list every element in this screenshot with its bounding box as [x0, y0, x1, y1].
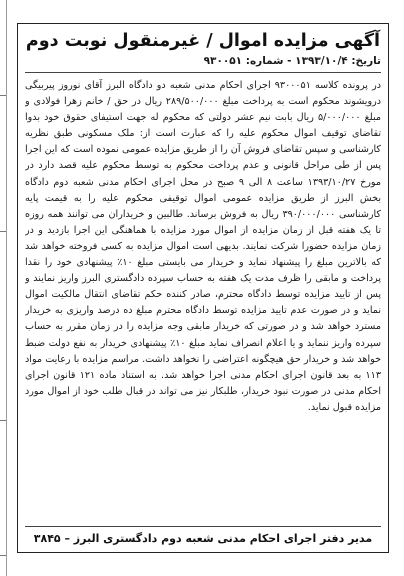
edge-tick	[0, 95, 6, 96]
edge-tick	[0, 231, 6, 232]
notice-signature: مدیر دفتر اجرای احکام مدنی شعبه دوم دادگستری البرز – ۳۸۴۵	[25, 526, 381, 547]
page-edge-rule	[0, 0, 7, 576]
edge-tick	[0, 555, 6, 556]
edge-tick	[0, 420, 6, 421]
notice-date-number: تاریخ: ۱۳۹۳/۱۰/۴ - شماره: ۹۳۰۰۵۱	[25, 54, 381, 73]
notice-body-text: در پرونده کلاسه ۹۳۰۰۰۵۱ اجرای احکام مدنی شعبه دو دادگاه البرز آقای نوروز پیربیگی درویشوند محکوم است به پرداخت مبلغ ۲۸۹/۵۰۰/۰۰۰ ریال در حق / خانم زهرا فولادی و مبلغ ۵/۰۰۰/۰۰۰ ریال بابت نیم عشر دولتی که محکوم له جهت استیفای حقوق خود بدوا تقاضای توقیف اموال محکوم علیه را که عبارت است از: ملک مسکونی طبق نظریه کارشناسی و سپس تقاضای فروش آن را از طریق مزایده عمومی نموده است که این اجرا پس از طی مراحل قانونی و عدم پرداخت محکوم به توسط محکوم علیه قصد دارد در مورخ ۱۳۹۳/۱۰/۲۷ ساعت ۸ الی ۹ صبح در محل اجرای احکام مدنی شعبه دوم دادگاه بخش البرز از طریق مزایده عمومی اموال توقیفی محکوم علیه را به قیمت پایه کارشناسی ۳۹۰/۰۰۰/۰۰۰ ریال به فروش برساند. طالبین و خریداران می توانند همه روزه تا یک هفته قبل از زمان مزایده از اموال مورد مزایده با هماهنگی این اجرا بازدید و در زمان مزایده حضورا شرکت نمایند. بدیهی است اموال مزایده به کسی فروخته خواهد شد که بالاترین مبلغ را پیشنهاد نماید و خریدار می بایستی مبلغ ۱۰٪ پیشنهادی خود را نقدا پرداخت و مابقی را ظرف مدت یک هفته به حساب سپرده دادگستری البرز واریز نمایند و پس از تایید مزایده توسط دادگاه محترم، صادر کننده حکم تقاضای انتقال مالکیت اموال نماید و در صورت عدم تایید مزایده توسط دادگاه محترم مبلغ ده درصد واریزی به خریدار مسترد خواهد شد و در صورتی که خریدار مابقی وجه مزایده را در زمان مقرر به حساب سپرده واریز ننماید و یا اعلام انصراف نماید مبلغ ۱۰٪ پیشنهادی خریدار به نفع دولت ضبط خواهد شد و خریدار حق هیچگونه اعتراضی را نخواهد داشت. مراسم مزایده با رعایت مواد ۱۱۳ به بعد قانون اجرای احکام مدنی اجرا خواهد شد. به استناد ماده ۱۲۱ قانون اجرای احکام مدنی در صورت نبود خریدار، طلبکار نیز می تواند در قبال طلب خود از اموال مورد مزایده قبول نماید.	[25, 80, 381, 413]
notice-title: آگهی مزایده اموال / غیرمنقول نوبت دوم	[25, 31, 381, 51]
auction-notice	[17, 23, 389, 553]
